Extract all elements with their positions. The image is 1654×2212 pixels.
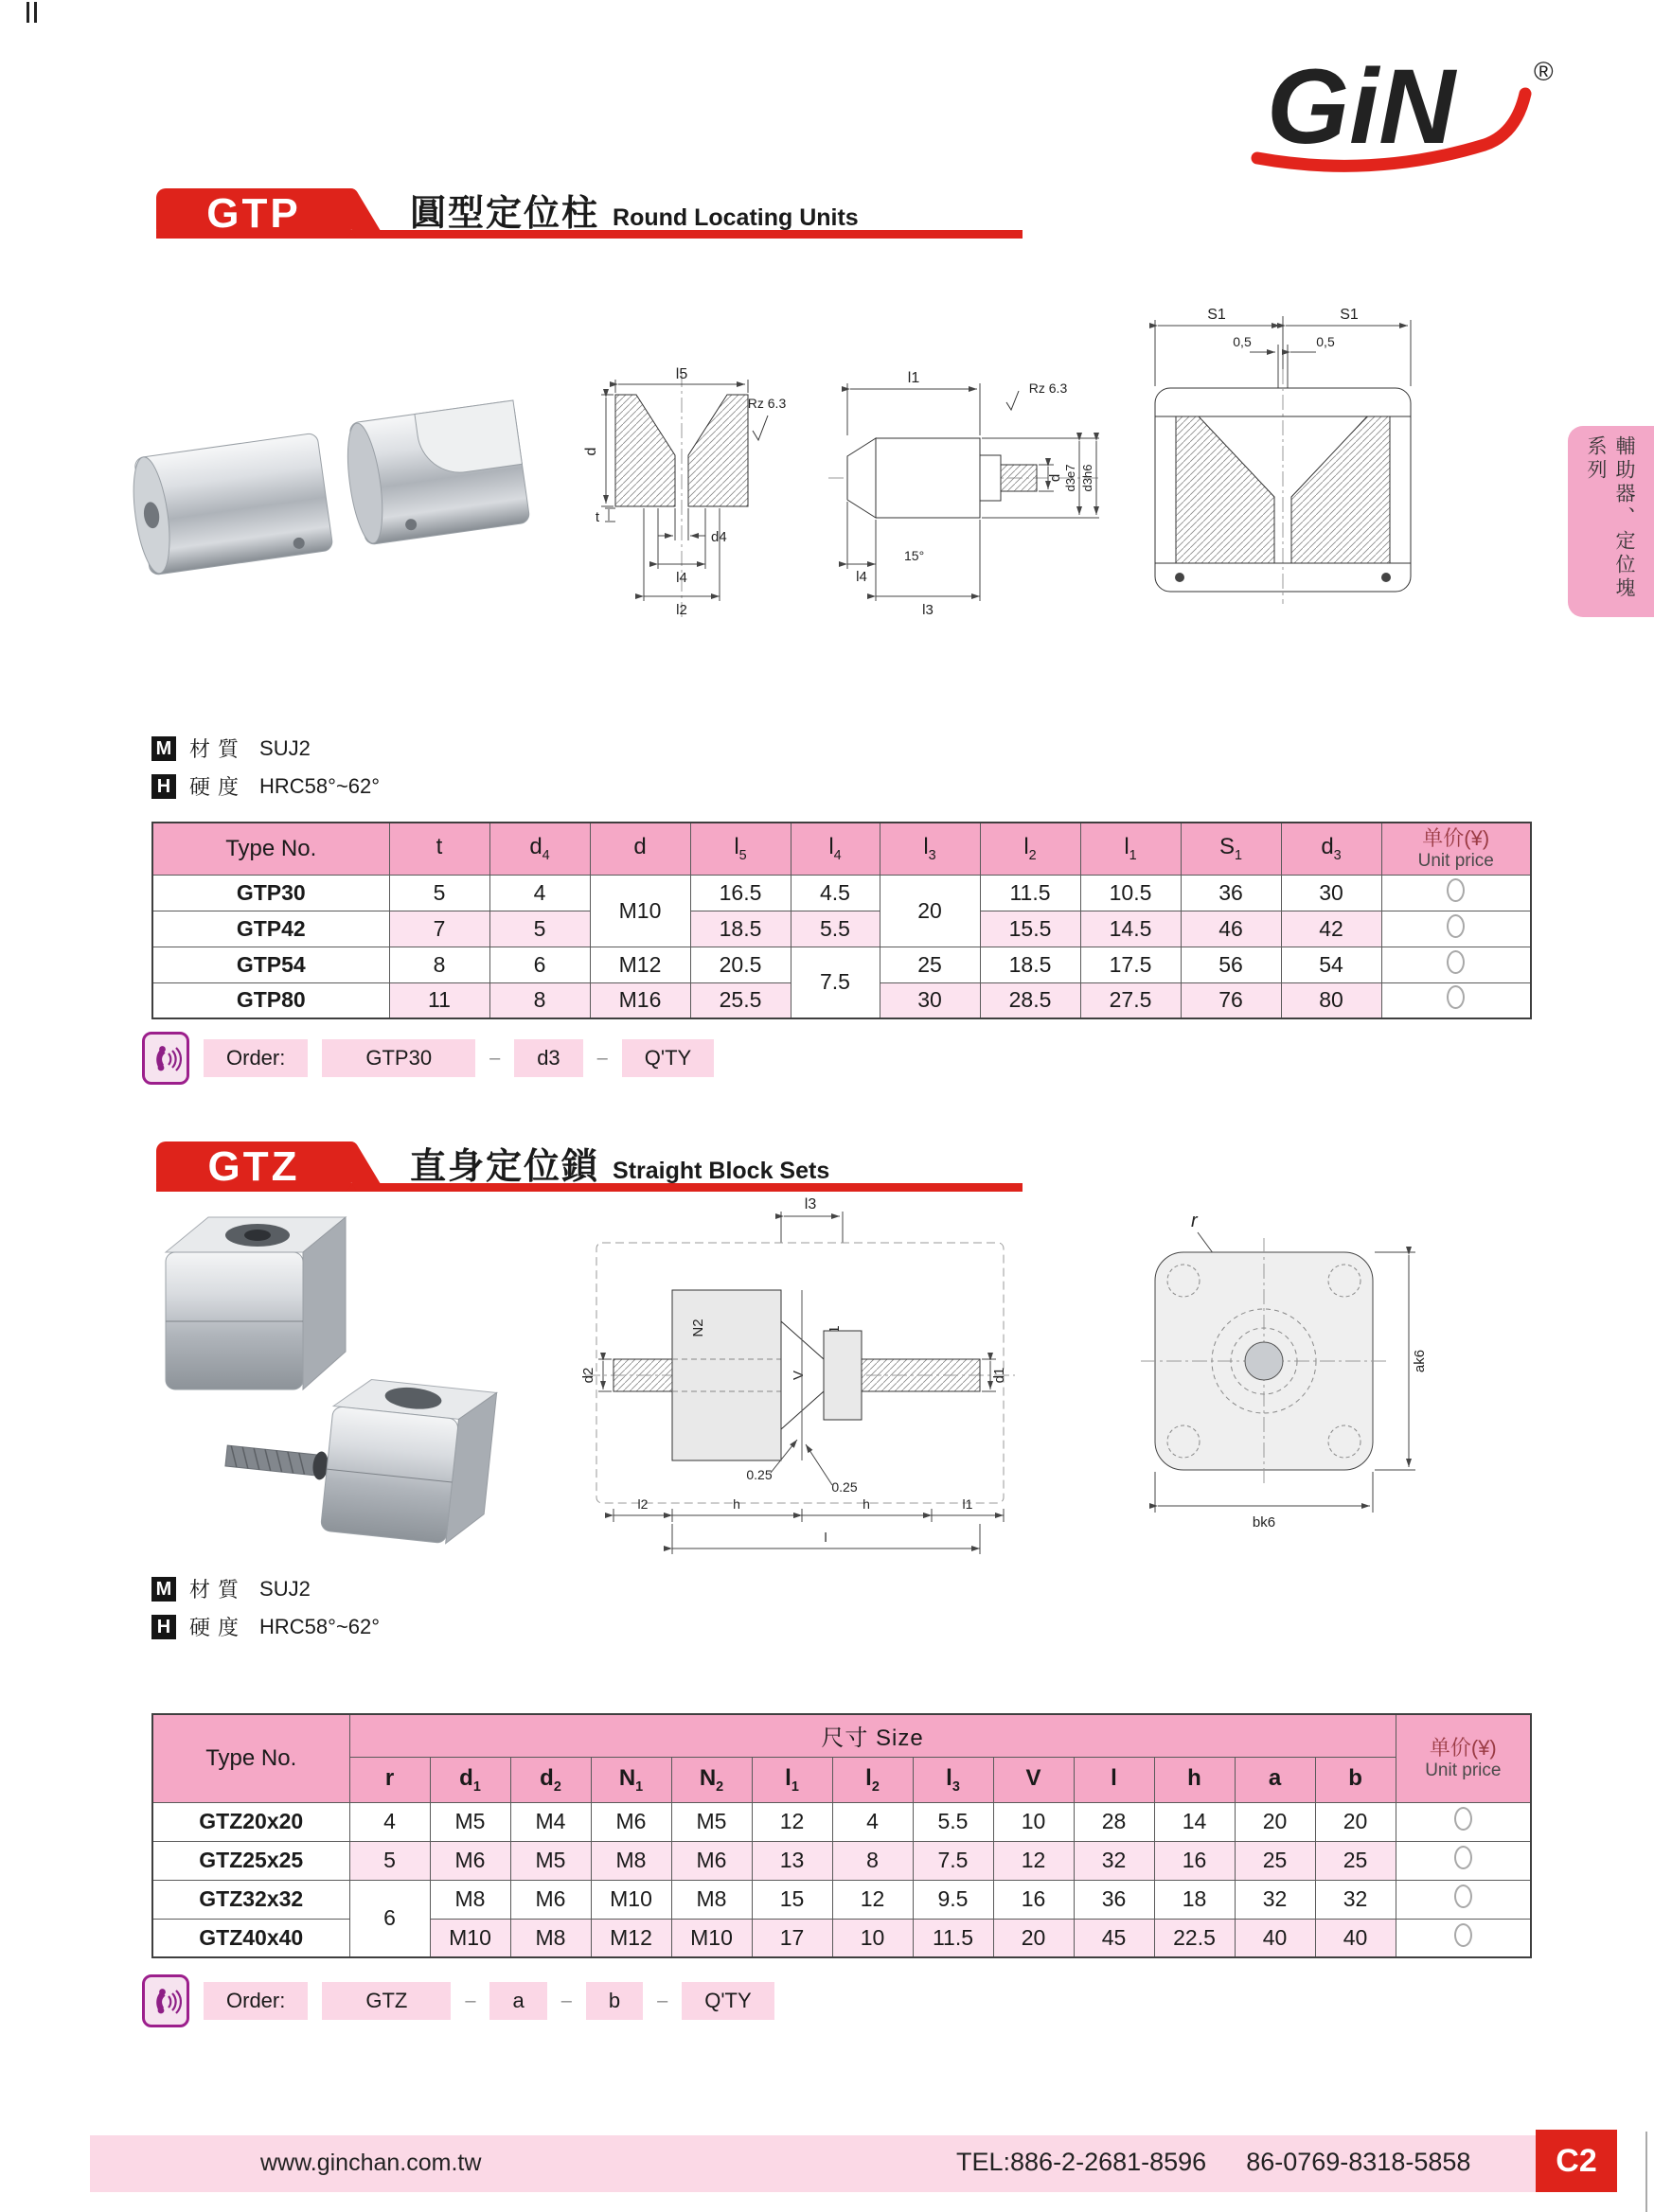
gtz-order-row [142, 1974, 774, 2027]
cell: 18.5 [980, 947, 1080, 982]
dim-l2: l2 [637, 1496, 649, 1512]
cell: M6 [671, 1841, 752, 1880]
logo-text: GiN [1267, 47, 1456, 166]
cell: 4 [489, 875, 590, 911]
hardness-value: HRC58°~62° [259, 773, 381, 798]
cell: 8 [389, 947, 489, 982]
dim-05-left: 0,5 [1233, 334, 1252, 349]
cell: 18 [1154, 1880, 1235, 1919]
unit-price-cell [1381, 875, 1531, 911]
registered-mark-icon: ® [1534, 57, 1554, 86]
cell: GTZ20x20 [152, 1802, 349, 1841]
dim-05-right: 0,5 [1316, 334, 1335, 349]
cell: 25.5 [690, 982, 791, 1018]
col-header: b [1315, 1757, 1396, 1802]
gtz-section-drawing [559, 1191, 1041, 1569]
col-header: $l_3$ [880, 823, 980, 875]
crop-mark [27, 2, 29, 23]
cell: 27.5 [1080, 982, 1181, 1018]
unit-price-header: 单价(¥) Unit price [1381, 823, 1531, 875]
dim-l3: l3 [804, 1196, 817, 1212]
cell: M10 [590, 875, 690, 947]
cell: 20 [993, 1919, 1074, 1957]
col-header: d [590, 823, 690, 875]
col-header: $l_2$ [832, 1757, 913, 1802]
footer-telephone [956, 2148, 1470, 2177]
material-value: SUJ2 [259, 735, 311, 760]
cell: M6 [591, 1802, 671, 1841]
header-row [152, 1714, 1531, 1757]
hardness-badge: H [151, 774, 176, 799]
side-tab-label: 輔助器、定位塊系列 [1585, 435, 1635, 601]
unit-price-header: 单价(¥) Unit price [1396, 1714, 1531, 1802]
col-header: h [1154, 1757, 1235, 1802]
dim-025-left: 0.25 [746, 1467, 773, 1482]
dim-angle: 15° [904, 548, 925, 563]
dim-h2: h [863, 1496, 870, 1512]
material-badge: M [151, 1577, 176, 1601]
table-row [152, 875, 1531, 911]
gtp-plug-drawing [809, 364, 1112, 634]
cell: 7.5 [913, 1841, 993, 1880]
cell: 36 [1074, 1880, 1154, 1919]
col-header: Type No. [152, 823, 389, 875]
order-dash: – [596, 1047, 608, 1069]
cell: 5 [389, 875, 489, 911]
col-header: $l_1$ [1080, 823, 1181, 875]
cell: 25 [1315, 1841, 1396, 1880]
col-header: r [349, 1757, 430, 1802]
dim-h1: h [733, 1496, 740, 1512]
cell: 30 [880, 982, 980, 1018]
price-circle [1454, 1885, 1472, 1908]
dim-l: l [824, 1530, 827, 1545]
cell: 16 [1154, 1841, 1235, 1880]
cell: 40 [1315, 1919, 1396, 1957]
gtp-title-en: Round Locating Units [613, 204, 859, 231]
cell: 8 [832, 1841, 913, 1880]
cell: 56 [1181, 947, 1281, 982]
cell: 5.5 [791, 911, 880, 947]
col-header: Type No. [152, 1714, 349, 1802]
cell: GTP42 [152, 911, 389, 947]
cell: M12 [591, 1919, 671, 1957]
cell: M5 [510, 1841, 591, 1880]
order-label: Order: [204, 1982, 308, 2020]
price-circle [1454, 1846, 1472, 1869]
cell: M16 [590, 982, 690, 1018]
cell: 5 [489, 911, 590, 947]
unit-price-cell [1396, 1841, 1531, 1880]
material-value: SUJ2 [259, 1576, 311, 1601]
cell: 18.5 [690, 911, 791, 947]
cell: 20.5 [690, 947, 791, 982]
dim-d: d [1047, 473, 1063, 483]
material-label: 材質 [189, 1578, 247, 1601]
cell: 9.5 [913, 1880, 993, 1919]
cell: 8 [489, 982, 590, 1018]
dim-bk6: bk6 [1252, 1514, 1276, 1531]
cell: 11.5 [980, 875, 1080, 911]
dim-d1: d1 [991, 1367, 1007, 1384]
col-header: $l_5$ [690, 823, 791, 875]
dim-l3: l3 [922, 602, 934, 618]
cell: 42 [1281, 911, 1381, 947]
footer-tel-2: 86-0769-8318-5858 [1246, 2148, 1471, 2176]
cell: M6 [510, 1880, 591, 1919]
page-code-badge: C2 [1536, 2130, 1617, 2192]
cell: GTZ32x32 [152, 1880, 349, 1919]
dim-l1: l1 [907, 370, 920, 386]
side-tab-category [1568, 426, 1654, 617]
cell: 12 [752, 1802, 832, 1841]
gtp-title-zh: 圓型定位柱 [410, 194, 600, 234]
col-header: $d_2$ [510, 1757, 591, 1802]
col-header: a [1235, 1757, 1315, 1802]
cell: GTZ25x25 [152, 1841, 349, 1880]
dim-025-right: 0.25 [831, 1479, 858, 1495]
cell: 80 [1281, 982, 1381, 1018]
cell: 14.5 [1080, 911, 1181, 947]
order-part-qty: Q'TY [622, 1039, 714, 1077]
unit-price-cell [1381, 982, 1531, 1018]
phone-icon [142, 1032, 189, 1085]
gtz-hardness-row [151, 1612, 380, 1641]
cell: M8 [510, 1919, 591, 1957]
cell: GTZ40x40 [152, 1919, 349, 1957]
cell: GTP54 [152, 947, 389, 982]
cell: 32 [1074, 1841, 1154, 1880]
order-part-type: GTZ [322, 1982, 451, 2020]
gtp-section-drawing [563, 364, 800, 658]
cell: 10.5 [1080, 875, 1181, 911]
gtp-order-row [142, 1032, 714, 1085]
col-header: $S_1$ [1181, 823, 1281, 875]
cell: 16 [993, 1880, 1074, 1919]
dim-r: r [1191, 1211, 1198, 1231]
hardness-label: 硬度 [189, 1616, 247, 1639]
dim-s1-right: S1 [1340, 307, 1359, 323]
col-header: $N_1$ [591, 1757, 671, 1802]
gin-logo [1231, 33, 1572, 185]
footer-tel-1: TEL:886-2-2681-8596 [956, 2148, 1207, 2176]
gtz-top-drawing [1089, 1200, 1458, 1536]
gtp-front-drawing [1117, 303, 1449, 615]
table-row [152, 1880, 1531, 1919]
gtz-material-row [151, 1574, 311, 1603]
cell: M5 [430, 1802, 510, 1841]
cell: 11 [389, 982, 489, 1018]
cell: 45 [1074, 1919, 1154, 1957]
material-label: 材質 [189, 737, 247, 761]
gtz-section-title [410, 1139, 829, 1189]
gtp-product-photo [123, 379, 549, 629]
crop-mark [34, 2, 37, 23]
order-part-b: b [586, 1982, 643, 2020]
table-row [152, 911, 1531, 947]
dim-ak6: ak6 [1412, 1349, 1428, 1373]
cell: 7.5 [791, 947, 880, 1018]
gtz-section-badge: GTZ [156, 1141, 351, 1192]
cell: 12 [993, 1841, 1074, 1880]
table-row [152, 947, 1531, 982]
cell: 20 [880, 875, 980, 947]
cell: 25 [880, 947, 980, 982]
header-row [152, 823, 1531, 875]
gtz-title-zh: 直身定位鎖 [410, 1147, 600, 1187]
unit-price-cell [1396, 1802, 1531, 1841]
dim-n2: N2 [690, 1318, 706, 1337]
cell: M5 [671, 1802, 752, 1841]
cell: 36 [1181, 875, 1281, 911]
gtp-hardness-row [151, 771, 380, 801]
col-header: $d_3$ [1281, 823, 1381, 875]
gtp-section-badge: GTP [156, 188, 351, 239]
cell: 28.5 [980, 982, 1080, 1018]
unit-price-cell [1381, 947, 1531, 982]
cell: 46 [1181, 911, 1281, 947]
table-row [152, 1802, 1531, 1841]
cell: 20 [1235, 1802, 1315, 1841]
dim-v: V [791, 1370, 807, 1381]
cell: M8 [430, 1880, 510, 1919]
cell: 20 [1315, 1802, 1396, 1841]
unit-price-cell [1396, 1880, 1531, 1919]
dim-l4: l4 [676, 570, 687, 586]
cell: 54 [1281, 947, 1381, 982]
footer-bar [90, 2135, 1614, 2192]
col-header: V [993, 1757, 1074, 1802]
order-dash: – [657, 1990, 668, 2011]
gtp-section-title [410, 186, 859, 236]
cell: 14 [1154, 1802, 1235, 1841]
cell: GTP30 [152, 875, 389, 911]
footer-website-link[interactable]: www.ginchan.com.tw [260, 2150, 482, 2176]
cell: 10 [832, 1919, 913, 1957]
cell: 6 [349, 1880, 430, 1957]
col-header: $l_1$ [752, 1757, 832, 1802]
cell: 76 [1181, 982, 1281, 1018]
order-label: Order: [204, 1039, 308, 1077]
gtp-material-row [151, 734, 311, 763]
cell: M12 [590, 947, 690, 982]
col-header: $N_2$ [671, 1757, 752, 1802]
order-dash: – [489, 1047, 501, 1069]
col-header: $l_2$ [980, 823, 1080, 875]
cell: 32 [1315, 1880, 1396, 1919]
page-edge-line [1645, 2132, 1647, 2212]
cell: M10 [591, 1880, 671, 1919]
price-circle [1447, 985, 1465, 1009]
hardness-value: HRC58°~62° [259, 1614, 381, 1638]
dim-rz: Rz 6.3 [1028, 380, 1068, 396]
dim-d2: d2 [580, 1367, 596, 1384]
price-circle [1454, 1923, 1472, 1947]
cell: 5 [349, 1841, 430, 1880]
dim-l4: l4 [856, 569, 867, 585]
dim-t: t [595, 509, 600, 525]
price-circle [1447, 878, 1465, 902]
dim-s1-left: S1 [1207, 307, 1226, 323]
cell: 7 [389, 911, 489, 947]
size-header: 尺寸 Size [349, 1714, 1396, 1757]
col-header: t [389, 823, 489, 875]
gtp-spec-table [151, 822, 1532, 1019]
order-part-type: GTP30 [322, 1039, 475, 1077]
col-header: $l_3$ [913, 1757, 993, 1802]
col-header: l [1074, 1757, 1154, 1802]
cell: 13 [752, 1841, 832, 1880]
cell: 12 [832, 1880, 913, 1919]
cell: 25 [1235, 1841, 1315, 1880]
material-badge: M [151, 736, 176, 761]
cell: 32 [1235, 1880, 1315, 1919]
unit-price-cell [1381, 911, 1531, 947]
gtz-spec-table [151, 1713, 1532, 1958]
order-part-a: a [489, 1982, 546, 2020]
dim-d3e7: d3e7 [1063, 464, 1077, 492]
order-part-qty: Q'TY [682, 1982, 774, 2020]
cell: 30 [1281, 875, 1381, 911]
cell: M10 [671, 1919, 752, 1957]
cell: M8 [671, 1880, 752, 1919]
cell: 22.5 [1154, 1919, 1235, 1957]
order-dash: – [560, 1990, 572, 2011]
dim-d4: d4 [711, 529, 727, 545]
dim-l2: l2 [676, 602, 687, 618]
cell: 28 [1074, 1802, 1154, 1841]
dim-l1: l1 [962, 1496, 973, 1512]
cell: 15 [752, 1880, 832, 1919]
hardness-label: 硬度 [189, 775, 247, 799]
cell: 4 [349, 1802, 430, 1841]
cell: M8 [591, 1841, 671, 1880]
col-header: $d_1$ [430, 1757, 510, 1802]
price-circle [1447, 950, 1465, 974]
dim-d3h6: d3h6 [1080, 464, 1094, 492]
cell: 17.5 [1080, 947, 1181, 982]
gtz-product-photo [114, 1200, 540, 1574]
cell: M4 [510, 1802, 591, 1841]
cell: 17 [752, 1919, 832, 1957]
table-row [152, 1841, 1531, 1880]
dim-rz: Rz 6.3 [747, 396, 787, 411]
unit-price-cell [1396, 1919, 1531, 1957]
cell: GTP80 [152, 982, 389, 1018]
hardness-badge: H [151, 1615, 176, 1639]
cell: 10 [993, 1802, 1074, 1841]
cell: 5.5 [913, 1802, 993, 1841]
subheader-row [152, 1757, 1531, 1802]
dim-d: d [583, 447, 599, 456]
cell: M10 [430, 1919, 510, 1957]
col-header: $d_4$ [489, 823, 590, 875]
cell: 4 [832, 1802, 913, 1841]
phone-icon [142, 1974, 189, 2027]
col-header: $l_4$ [791, 823, 880, 875]
order-part-d3: d3 [514, 1039, 582, 1077]
price-circle [1454, 1807, 1472, 1831]
cell: 4.5 [791, 875, 880, 911]
price-circle [1447, 914, 1465, 938]
gtz-title-en: Straight Block Sets [613, 1158, 830, 1184]
cell: 6 [489, 947, 590, 982]
cell: 16.5 [690, 875, 791, 911]
cell: 11.5 [913, 1919, 993, 1957]
dim-l5: l5 [675, 366, 688, 382]
order-dash: – [465, 1990, 476, 2011]
cell: 40 [1235, 1919, 1315, 1957]
cell: M6 [430, 1841, 510, 1880]
cell: 15.5 [980, 911, 1080, 947]
